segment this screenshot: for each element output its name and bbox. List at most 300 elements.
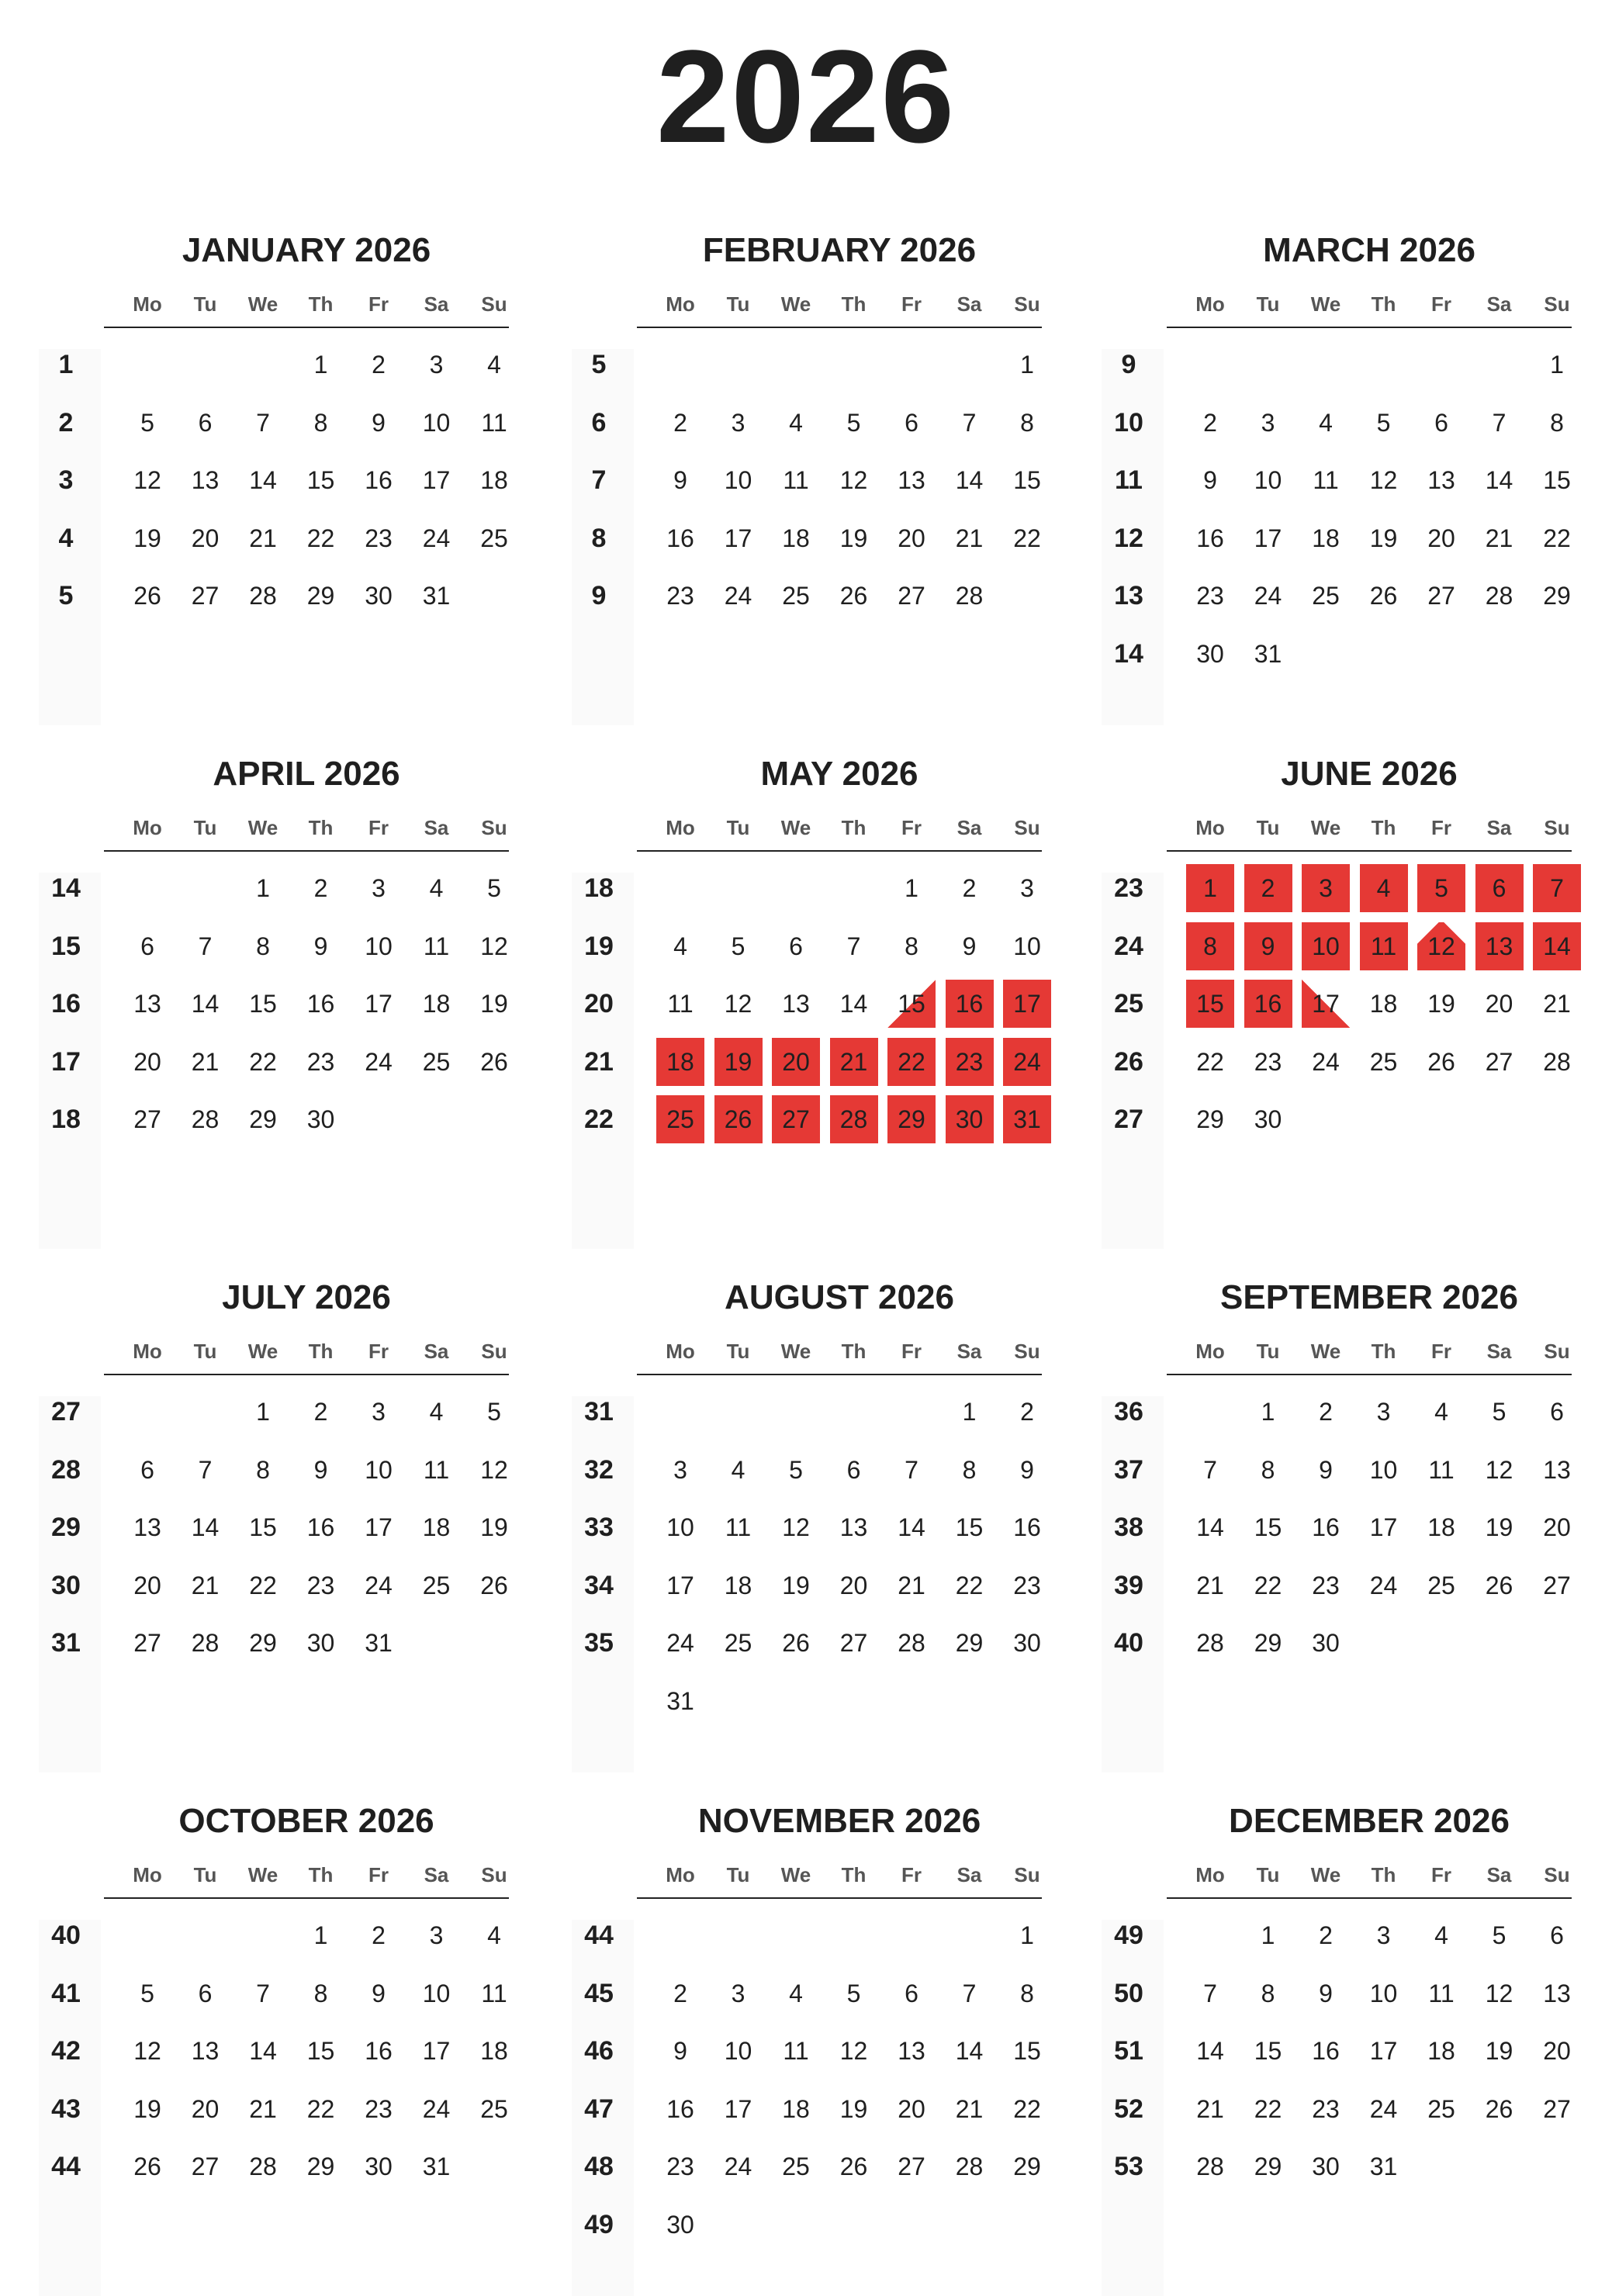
day-cell[interactable] — [1003, 456, 1051, 504]
day-cell[interactable] — [1003, 922, 1051, 970]
day-cell[interactable] — [355, 2142, 403, 2191]
day-cell[interactable] — [1417, 864, 1465, 912]
day-cell[interactable] — [470, 980, 518, 1028]
day-cell[interactable] — [1244, 864, 1292, 912]
day-cell[interactable] — [1417, 1038, 1465, 1086]
day-cell[interactable] — [1244, 1619, 1292, 1667]
day-cell[interactable] — [1360, 1911, 1408, 1959]
day-cell[interactable] — [470, 1561, 518, 1610]
day-cell[interactable] — [887, 399, 936, 447]
day-cell[interactable] — [470, 922, 518, 970]
day-cell[interactable] — [1003, 1619, 1051, 1667]
day-cell[interactable] — [656, 399, 704, 447]
day-cell[interactable] — [1475, 1038, 1524, 1086]
day-cell[interactable] — [714, 572, 763, 620]
day-cell[interactable] — [355, 1038, 403, 1086]
day-cell[interactable] — [772, 980, 820, 1028]
day-cell[interactable] — [413, 1911, 461, 1959]
day-cell[interactable] — [772, 1561, 820, 1610]
day-cell[interactable] — [123, 2085, 171, 2133]
day-cell[interactable] — [1244, 2027, 1292, 2075]
day-cell[interactable] — [1003, 341, 1051, 389]
day-cell[interactable] — [714, 1503, 763, 1551]
day-cell[interactable] — [946, 864, 994, 912]
day-cell[interactable] — [1360, 399, 1408, 447]
day-cell[interactable] — [470, 2027, 518, 2075]
day-cell[interactable] — [1475, 572, 1524, 620]
day-cell[interactable] — [830, 456, 878, 504]
day-cell[interactable] — [413, 1388, 461, 1436]
day-cell[interactable] — [772, 1095, 820, 1143]
day-cell[interactable] — [239, 514, 287, 562]
day-cell[interactable] — [1186, 1095, 1234, 1143]
day-cell[interactable] — [182, 572, 230, 620]
day-cell[interactable] — [714, 2027, 763, 2075]
day-cell[interactable] — [1360, 2027, 1408, 2075]
day-cell[interactable] — [355, 1911, 403, 1959]
day-cell[interactable] — [946, 456, 994, 504]
day-cell[interactable] — [887, 456, 936, 504]
day-cell[interactable] — [297, 922, 345, 970]
day-cell[interactable] — [830, 1503, 878, 1551]
day-cell[interactable] — [413, 456, 461, 504]
day-cell[interactable] — [297, 341, 345, 389]
day-cell[interactable] — [887, 1038, 936, 1086]
day-cell[interactable] — [182, 514, 230, 562]
day-cell[interactable] — [772, 399, 820, 447]
day-cell[interactable] — [656, 1503, 704, 1551]
day-cell[interactable] — [656, 2142, 704, 2191]
day-cell[interactable] — [1003, 864, 1051, 912]
day-cell[interactable] — [355, 514, 403, 562]
day-cell[interactable] — [887, 514, 936, 562]
day-cell[interactable] — [123, 2027, 171, 2075]
day-cell[interactable] — [714, 980, 763, 1028]
day-cell[interactable] — [1475, 399, 1524, 447]
day-cell[interactable] — [1475, 1561, 1524, 1610]
day-cell[interactable] — [830, 1619, 878, 1667]
day-cell[interactable] — [1475, 2027, 1524, 2075]
day-cell[interactable] — [656, 2201, 704, 2249]
day-cell[interactable] — [656, 980, 704, 1028]
day-cell[interactable] — [355, 2085, 403, 2133]
day-cell[interactable] — [1302, 1619, 1350, 1667]
day-cell[interactable] — [887, 1503, 936, 1551]
day-cell[interactable] — [239, 980, 287, 1028]
day-cell[interactable] — [297, 1911, 345, 1959]
day-cell[interactable] — [1533, 456, 1581, 504]
day-cell[interactable] — [887, 1619, 936, 1667]
day-cell[interactable] — [714, 2142, 763, 2191]
day-cell[interactable] — [887, 2027, 936, 2075]
day-cell[interactable] — [772, 456, 820, 504]
day-cell[interactable] — [1186, 630, 1234, 678]
day-cell[interactable] — [946, 514, 994, 562]
day-cell[interactable] — [239, 456, 287, 504]
day-cell[interactable] — [1417, 399, 1465, 447]
day-cell[interactable] — [1003, 1038, 1051, 1086]
day-cell[interactable] — [355, 922, 403, 970]
day-cell[interactable] — [656, 572, 704, 620]
day-cell[interactable] — [239, 1619, 287, 1667]
day-cell[interactable] — [946, 1095, 994, 1143]
day-cell[interactable] — [946, 1446, 994, 1494]
day-cell[interactable] — [1475, 864, 1524, 912]
day-cell[interactable] — [182, 2027, 230, 2075]
day-cell[interactable] — [1360, 1561, 1408, 1610]
day-cell[interactable] — [1360, 980, 1408, 1028]
day-cell[interactable] — [830, 1446, 878, 1494]
day-cell[interactable] — [714, 399, 763, 447]
day-cell[interactable] — [887, 1095, 936, 1143]
day-cell[interactable] — [1360, 864, 1408, 912]
day-cell[interactable] — [355, 980, 403, 1028]
day-cell[interactable] — [239, 1388, 287, 1436]
day-cell[interactable] — [714, 922, 763, 970]
day-cell[interactable] — [239, 572, 287, 620]
day-cell[interactable] — [714, 2085, 763, 2133]
day-cell[interactable] — [1302, 572, 1350, 620]
day-cell[interactable] — [1244, 1911, 1292, 1959]
day-cell[interactable] — [1417, 456, 1465, 504]
day-cell[interactable] — [413, 980, 461, 1028]
day-cell[interactable] — [1533, 980, 1581, 1028]
day-cell[interactable] — [123, 1446, 171, 1494]
day-cell[interactable] — [470, 456, 518, 504]
day-cell[interactable] — [1360, 2142, 1408, 2191]
day-cell[interactable] — [239, 1503, 287, 1551]
day-cell[interactable] — [887, 922, 936, 970]
day-cell[interactable] — [413, 922, 461, 970]
day-cell[interactable] — [946, 980, 994, 1028]
day-cell[interactable] — [239, 1561, 287, 1610]
day-cell[interactable] — [1244, 922, 1292, 970]
day-cell[interactable] — [297, 514, 345, 562]
day-cell[interactable] — [887, 2142, 936, 2191]
day-cell[interactable] — [470, 1911, 518, 1959]
day-cell[interactable] — [413, 572, 461, 620]
day-cell[interactable] — [656, 514, 704, 562]
day-cell[interactable] — [946, 922, 994, 970]
day-cell[interactable] — [355, 1561, 403, 1610]
day-cell[interactable] — [946, 1619, 994, 1667]
day-cell[interactable] — [470, 341, 518, 389]
day-cell[interactable] — [413, 399, 461, 447]
day-cell[interactable] — [355, 864, 403, 912]
day-cell[interactable] — [887, 864, 936, 912]
day-cell[interactable] — [1302, 922, 1350, 970]
day-cell[interactable] — [1475, 1388, 1524, 1436]
day-cell[interactable] — [1475, 1446, 1524, 1494]
day-cell[interactable] — [1186, 456, 1234, 504]
day-cell[interactable] — [830, 980, 878, 1028]
day-cell[interactable] — [355, 341, 403, 389]
day-cell[interactable] — [1186, 864, 1234, 912]
day-cell[interactable] — [830, 1969, 878, 2018]
day-cell[interactable] — [656, 1446, 704, 1494]
day-cell[interactable] — [355, 572, 403, 620]
day-cell[interactable] — [1244, 1561, 1292, 1610]
day-cell[interactable] — [413, 2027, 461, 2075]
day-cell[interactable] — [297, 1446, 345, 1494]
day-cell[interactable] — [182, 980, 230, 1028]
day-cell[interactable] — [946, 572, 994, 620]
day-cell[interactable] — [1186, 514, 1234, 562]
day-cell[interactable] — [413, 1038, 461, 1086]
day-cell[interactable] — [1186, 2142, 1234, 2191]
day-cell[interactable] — [123, 1503, 171, 1551]
day-cell[interactable] — [297, 1619, 345, 1667]
day-cell[interactable] — [1475, 2085, 1524, 2133]
day-cell[interactable] — [830, 1561, 878, 1610]
day-cell[interactable] — [1003, 1503, 1051, 1551]
day-cell[interactable] — [1360, 514, 1408, 562]
day-cell[interactable] — [182, 1095, 230, 1143]
day-cell[interactable] — [355, 456, 403, 504]
day-cell[interactable] — [297, 572, 345, 620]
day-cell[interactable] — [1003, 1388, 1051, 1436]
day-cell[interactable] — [239, 399, 287, 447]
day-cell[interactable] — [772, 572, 820, 620]
day-cell[interactable] — [470, 1446, 518, 1494]
day-cell[interactable] — [1360, 1969, 1408, 2018]
day-cell[interactable] — [1533, 1038, 1581, 1086]
day-cell[interactable] — [946, 1561, 994, 1610]
day-cell[interactable] — [123, 572, 171, 620]
day-cell[interactable] — [1302, 514, 1350, 562]
day-cell[interactable] — [1302, 2027, 1350, 2075]
day-cell[interactable] — [123, 922, 171, 970]
day-cell[interactable] — [946, 1038, 994, 1086]
day-cell[interactable] — [1003, 1095, 1051, 1143]
day-cell[interactable] — [1186, 1446, 1234, 1494]
day-cell[interactable] — [297, 1095, 345, 1143]
day-cell[interactable] — [714, 1561, 763, 1610]
day-cell[interactable] — [1475, 1969, 1524, 2018]
day-cell[interactable] — [182, 1969, 230, 2018]
day-cell[interactable] — [355, 399, 403, 447]
day-cell[interactable] — [656, 2085, 704, 2133]
day-cell[interactable] — [1003, 1446, 1051, 1494]
day-cell[interactable] — [123, 1619, 171, 1667]
day-cell[interactable] — [1186, 1969, 1234, 2018]
day-cell[interactable] — [1003, 2027, 1051, 2075]
day-cell[interactable] — [470, 1503, 518, 1551]
day-cell[interactable] — [1244, 456, 1292, 504]
day-cell[interactable] — [714, 1446, 763, 1494]
day-cell[interactable] — [1302, 1503, 1350, 1551]
day-cell[interactable] — [830, 1095, 878, 1143]
day-cell[interactable] — [1186, 1038, 1234, 1086]
day-cell[interactable] — [239, 1095, 287, 1143]
day-cell[interactable] — [123, 456, 171, 504]
day-cell[interactable] — [470, 864, 518, 912]
day-cell[interactable] — [123, 1969, 171, 2018]
day-cell[interactable] — [656, 1038, 704, 1086]
day-cell[interactable] — [1360, 1503, 1408, 1551]
day-cell[interactable] — [1533, 1503, 1581, 1551]
day-cell[interactable] — [239, 1038, 287, 1086]
day-cell[interactable] — [656, 1095, 704, 1143]
day-cell[interactable] — [239, 1446, 287, 1494]
day-cell[interactable] — [1533, 2085, 1581, 2133]
day-cell[interactable] — [656, 456, 704, 504]
day-cell[interactable] — [182, 2142, 230, 2191]
day-cell[interactable] — [1533, 1969, 1581, 2018]
day-cell[interactable] — [297, 2142, 345, 2191]
day-cell[interactable] — [413, 864, 461, 912]
day-cell[interactable] — [355, 1619, 403, 1667]
day-cell[interactable] — [1244, 2085, 1292, 2133]
day-cell[interactable] — [297, 1503, 345, 1551]
day-cell[interactable] — [1360, 2085, 1408, 2133]
day-cell[interactable] — [1244, 1388, 1292, 1436]
day-cell[interactable] — [1244, 2142, 1292, 2191]
day-cell[interactable] — [123, 514, 171, 562]
day-cell[interactable] — [1475, 922, 1524, 970]
day-cell[interactable] — [239, 864, 287, 912]
day-cell[interactable] — [297, 864, 345, 912]
day-cell[interactable] — [1533, 922, 1581, 970]
day-cell[interactable] — [1360, 456, 1408, 504]
day-cell[interactable] — [297, 1561, 345, 1610]
day-cell[interactable] — [1244, 1446, 1292, 1494]
day-cell[interactable] — [1186, 922, 1234, 970]
day-cell[interactable] — [830, 572, 878, 620]
day-cell[interactable] — [887, 2085, 936, 2133]
day-cell[interactable] — [1003, 2142, 1051, 2191]
day-cell[interactable] — [1417, 2085, 1465, 2133]
day-cell[interactable] — [887, 1969, 936, 2018]
day-cell[interactable] — [656, 1969, 704, 2018]
day-cell[interactable] — [1533, 399, 1581, 447]
day-cell[interactable] — [297, 399, 345, 447]
day-cell[interactable] — [1244, 1038, 1292, 1086]
day-cell[interactable] — [1302, 399, 1350, 447]
day-cell[interactable] — [656, 2027, 704, 2075]
day-cell[interactable] — [772, 1619, 820, 1667]
day-cell[interactable] — [413, 341, 461, 389]
day-cell[interactable] — [1417, 1446, 1465, 1494]
day-cell[interactable] — [1533, 1911, 1581, 1959]
day-cell[interactable] — [1244, 1095, 1292, 1143]
day-cell[interactable] — [1417, 1911, 1465, 1959]
day-cell[interactable] — [1244, 572, 1292, 620]
day-cell[interactable] — [1244, 980, 1292, 1028]
day-cell[interactable] — [1533, 1388, 1581, 1436]
day-cell[interactable] — [714, 456, 763, 504]
day-cell[interactable] — [355, 1969, 403, 2018]
day-cell[interactable] — [239, 2027, 287, 2075]
day-cell[interactable] — [413, 1446, 461, 1494]
day-cell[interactable] — [946, 1388, 994, 1436]
day-cell[interactable] — [1302, 456, 1350, 504]
day-cell[interactable] — [297, 1038, 345, 1086]
day-cell[interactable] — [887, 980, 936, 1028]
day-cell[interactable] — [1475, 980, 1524, 1028]
day-cell[interactable] — [714, 1038, 763, 1086]
day-cell[interactable] — [1533, 1561, 1581, 1610]
day-cell[interactable] — [1186, 2085, 1234, 2133]
day-cell[interactable] — [355, 1446, 403, 1494]
day-cell[interactable] — [1533, 572, 1581, 620]
day-cell[interactable] — [830, 2027, 878, 2075]
day-cell[interactable] — [714, 1095, 763, 1143]
day-cell[interactable] — [470, 2085, 518, 2133]
day-cell[interactable] — [1533, 2027, 1581, 2075]
day-cell[interactable] — [1360, 572, 1408, 620]
day-cell[interactable] — [1533, 514, 1581, 562]
day-cell[interactable] — [297, 456, 345, 504]
day-cell[interactable] — [470, 514, 518, 562]
day-cell[interactable] — [946, 399, 994, 447]
day-cell[interactable] — [772, 1446, 820, 1494]
day-cell[interactable] — [830, 922, 878, 970]
day-cell[interactable] — [1302, 980, 1350, 1028]
day-cell[interactable] — [297, 2027, 345, 2075]
day-cell[interactable] — [1302, 1911, 1350, 1959]
day-cell[interactable] — [1003, 1561, 1051, 1610]
day-cell[interactable] — [297, 2085, 345, 2133]
day-cell[interactable] — [656, 1619, 704, 1667]
day-cell[interactable] — [413, 514, 461, 562]
day-cell[interactable] — [656, 922, 704, 970]
day-cell[interactable] — [714, 514, 763, 562]
day-cell[interactable] — [1302, 1969, 1350, 2018]
day-cell[interactable] — [123, 1561, 171, 1610]
day-cell[interactable] — [946, 1969, 994, 2018]
day-cell[interactable] — [1417, 2027, 1465, 2075]
day-cell[interactable] — [1417, 1503, 1465, 1551]
day-cell[interactable] — [1417, 980, 1465, 1028]
day-cell[interactable] — [123, 399, 171, 447]
day-cell[interactable] — [772, 2085, 820, 2133]
day-cell[interactable] — [887, 1561, 936, 1610]
day-cell[interactable] — [182, 922, 230, 970]
day-cell[interactable] — [946, 2142, 994, 2191]
day-cell[interactable] — [1186, 572, 1234, 620]
day-cell[interactable] — [1417, 572, 1465, 620]
day-cell[interactable] — [297, 1388, 345, 1436]
day-cell[interactable] — [772, 1503, 820, 1551]
day-cell[interactable] — [413, 1503, 461, 1551]
day-cell[interactable] — [772, 922, 820, 970]
day-cell[interactable] — [946, 1503, 994, 1551]
day-cell[interactable] — [1244, 399, 1292, 447]
day-cell[interactable] — [1360, 1388, 1408, 1436]
day-cell[interactable] — [1003, 1911, 1051, 1959]
day-cell[interactable] — [182, 1561, 230, 1610]
day-cell[interactable] — [1003, 1969, 1051, 2018]
day-cell[interactable] — [946, 2027, 994, 2075]
day-cell[interactable] — [239, 2142, 287, 2191]
day-cell[interactable] — [830, 514, 878, 562]
day-cell[interactable] — [1417, 1388, 1465, 1436]
day-cell[interactable] — [830, 2085, 878, 2133]
day-cell[interactable] — [1003, 399, 1051, 447]
day-cell[interactable] — [1302, 864, 1350, 912]
day-cell[interactable] — [123, 1095, 171, 1143]
day-cell[interactable] — [297, 1969, 345, 2018]
day-cell[interactable] — [1244, 1969, 1292, 2018]
day-cell[interactable] — [182, 456, 230, 504]
day-cell[interactable] — [830, 2142, 878, 2191]
day-cell[interactable] — [1360, 1038, 1408, 1086]
day-cell[interactable] — [1360, 922, 1408, 970]
day-cell[interactable] — [413, 1561, 461, 1610]
day-cell[interactable] — [1475, 456, 1524, 504]
day-cell[interactable] — [1533, 864, 1581, 912]
